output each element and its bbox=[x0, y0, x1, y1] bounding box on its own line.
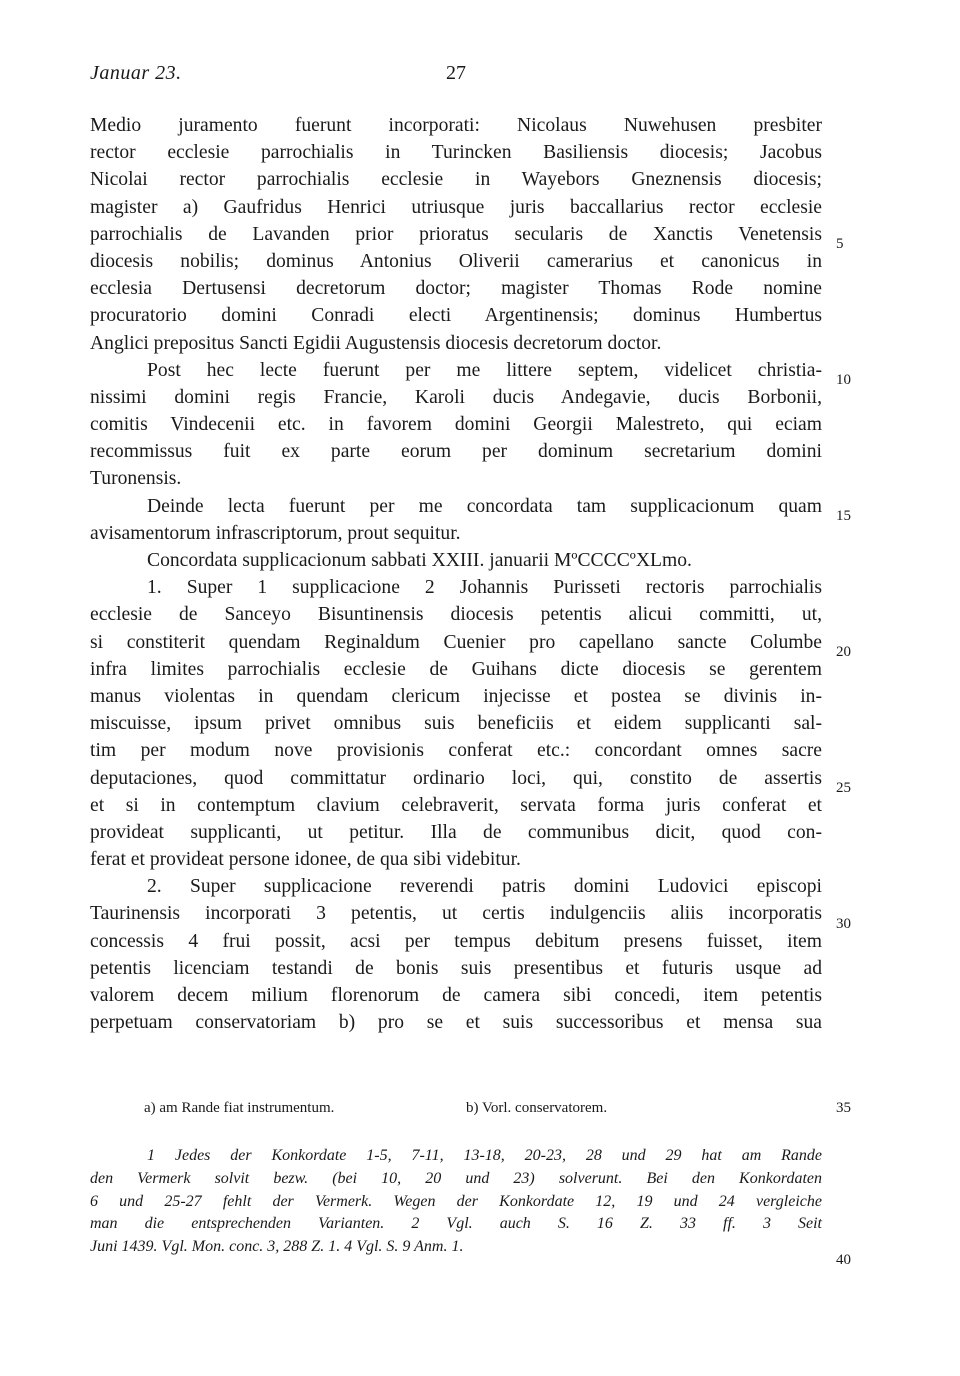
line-number: 5 bbox=[836, 236, 844, 252]
text-line: manus violentas in quendam clericum injecisse et postea se divinis in- bbox=[90, 685, 822, 707]
footnote-line: Juni 1439. Vgl. Mon. conc. 3, 288 Z. 1. 4 Vgl. S. 9 Anm. 1. bbox=[90, 1238, 464, 1256]
text-line: ecclesia Dertusensi decretorum doctor; magister Thomas Rode nomine bbox=[90, 278, 822, 300]
line-number: 30 bbox=[836, 916, 851, 932]
text-line: nissimi domini regis Francie, Karoli ducis Andegavie, ducis Borbonii, bbox=[90, 386, 822, 408]
line-number: 15 bbox=[836, 508, 851, 524]
text-line: valorem decem milium florenorum de camera sibi concedi, item petentis bbox=[90, 985, 822, 1006]
text-line: petentis licenciam testandi de bonis suis presentibus et futuris usque ad bbox=[90, 957, 822, 979]
footnote-line: man die entsprechenden Varianten. 2 Vgl. auch S. 16 Z. 33 ff. 3 Seit bbox=[90, 1215, 822, 1233]
line-number: 10 bbox=[836, 372, 851, 388]
text-line: comitis Vindecenii etc. in favorem domini Georgii Malestreto, qui eciam bbox=[90, 414, 822, 436]
apparatus-note-a: a) am Rande fiat instrumentum. bbox=[144, 1100, 335, 1116]
line-number: 40 bbox=[836, 1252, 851, 1268]
text-line: Medio juramento fuerunt incorporati: Nicolaus Nuwehusen presbiter bbox=[90, 115, 822, 136]
text-line: magister a) Gaufridus Henrici utriusque juris baccallarius rector ecclesie bbox=[90, 196, 822, 218]
text-line: Nicolai rector parrochialis ecclesie in Wayebors Gneznensis diocesis; bbox=[90, 169, 822, 191]
text-line: avisamentorum infrascriptorum, prout sequitur. bbox=[90, 522, 461, 544]
text-line: et si in contemptum clavium celebraverit, servata forma juris conferat et bbox=[90, 794, 822, 816]
text-line: Turonensis. bbox=[90, 468, 182, 490]
text-line: 1. Super 1 supplicacione 2 Johannis Purisseti rectoris parrochialis bbox=[147, 577, 822, 599]
text-line: infra limites parrochialis ecclesie de Guihans dicte diocesis se gerentem bbox=[90, 658, 822, 680]
running-head: Januar 23. bbox=[90, 62, 182, 84]
page-number: 27 bbox=[446, 62, 466, 84]
apparatus-note-b: b) Vorl. conservatorem. bbox=[466, 1100, 608, 1116]
footnote-line: den Vermerk solvit bezw. (bei 10, 20 und 23) solverunt. Bei den Konkordaten bbox=[90, 1169, 822, 1187]
text-line: deputaciones, quod committatur ordinario loci, qui, constito de assertis bbox=[90, 767, 822, 789]
footnotes bbox=[90, 1145, 822, 1259]
text-line: procuratorio domini Conradi electi Argentinensis; dominus Humbertus bbox=[90, 305, 822, 327]
line-number: 20 bbox=[836, 644, 851, 660]
text-line: parrochialis de Lavanden prior prioratus secularis de Xanctis Venetensis bbox=[90, 223, 822, 245]
text-line: rector ecclesie parrochialis in Turincken Basiliensis diocesis; Jacobus bbox=[90, 142, 822, 164]
text-line: recommissus fuit ex parte eorum per dominum secretarium domini bbox=[90, 441, 822, 463]
text-line: Taurinensis incorporati 3 petentis, ut certis indulgenciis aliis incorporatis bbox=[90, 903, 822, 925]
text-line: ecclesie de Sanceyo Bisuntinensis diocesis petentis alicui committi, ut, bbox=[90, 604, 822, 626]
text-line: concessis 4 frui possit, acsi per tempus debitum presens fuisset, item bbox=[90, 930, 822, 952]
text-line: Concordata supplicacionum sabbati XXIII. januarii MºCCCCºXLmo. bbox=[147, 550, 692, 571]
running-header bbox=[90, 62, 820, 92]
text-line: perpetuam conservatoriam b) pro se et suis successoribus et mensa sua bbox=[90, 1012, 822, 1034]
text-line: si constiterit quendam Reginaldum Cuenier pro capellano sancte Columbe bbox=[90, 631, 822, 653]
text-line: provideat supplicanti, ut petitur. Illa de communibus dicit, quod con- bbox=[90, 821, 822, 843]
main-text bbox=[90, 112, 822, 1036]
footnote-line: 1 Jedes der Konkordate 1-5, 7-11, 13-18, 20-23, 28 und 29 hat am Rande bbox=[147, 1147, 822, 1164]
text-line: miscuisse, ipsum privet omnibus suis beneficiis et eidem supplicanti sal- bbox=[90, 713, 822, 735]
line-number: 35 bbox=[836, 1100, 851, 1116]
text-line: tim per modum nove provisionis conferat etc.: concordant omnes sacre bbox=[90, 740, 822, 762]
line-number: 25 bbox=[836, 780, 851, 796]
text-line: 2. Super supplicacione reverendi patris domini Ludovici episcopi bbox=[147, 876, 822, 898]
text-line: Anglici prepositus Sancti Egidii Augustensis diocesis decretorum doctor. bbox=[90, 332, 662, 354]
text-line: ferat et provideat persone idonee, de qua sibi videbitur. bbox=[90, 849, 521, 871]
text-line: Post hec lecte fuerunt per me littere septem, videlicet christia- bbox=[147, 359, 822, 381]
footnote-line: 6 und 25-27 fehlt der Vermerk. Wegen der Konkordate 12, 19 und 24 vergleiche bbox=[90, 1192, 822, 1210]
text-line: Deinde lecta fuerunt per me concordata tam supplicacionum quam bbox=[147, 495, 822, 517]
text-line: diocesis nobilis; dominus Antonius Oliverii camerarius et canonicus in bbox=[90, 250, 822, 272]
